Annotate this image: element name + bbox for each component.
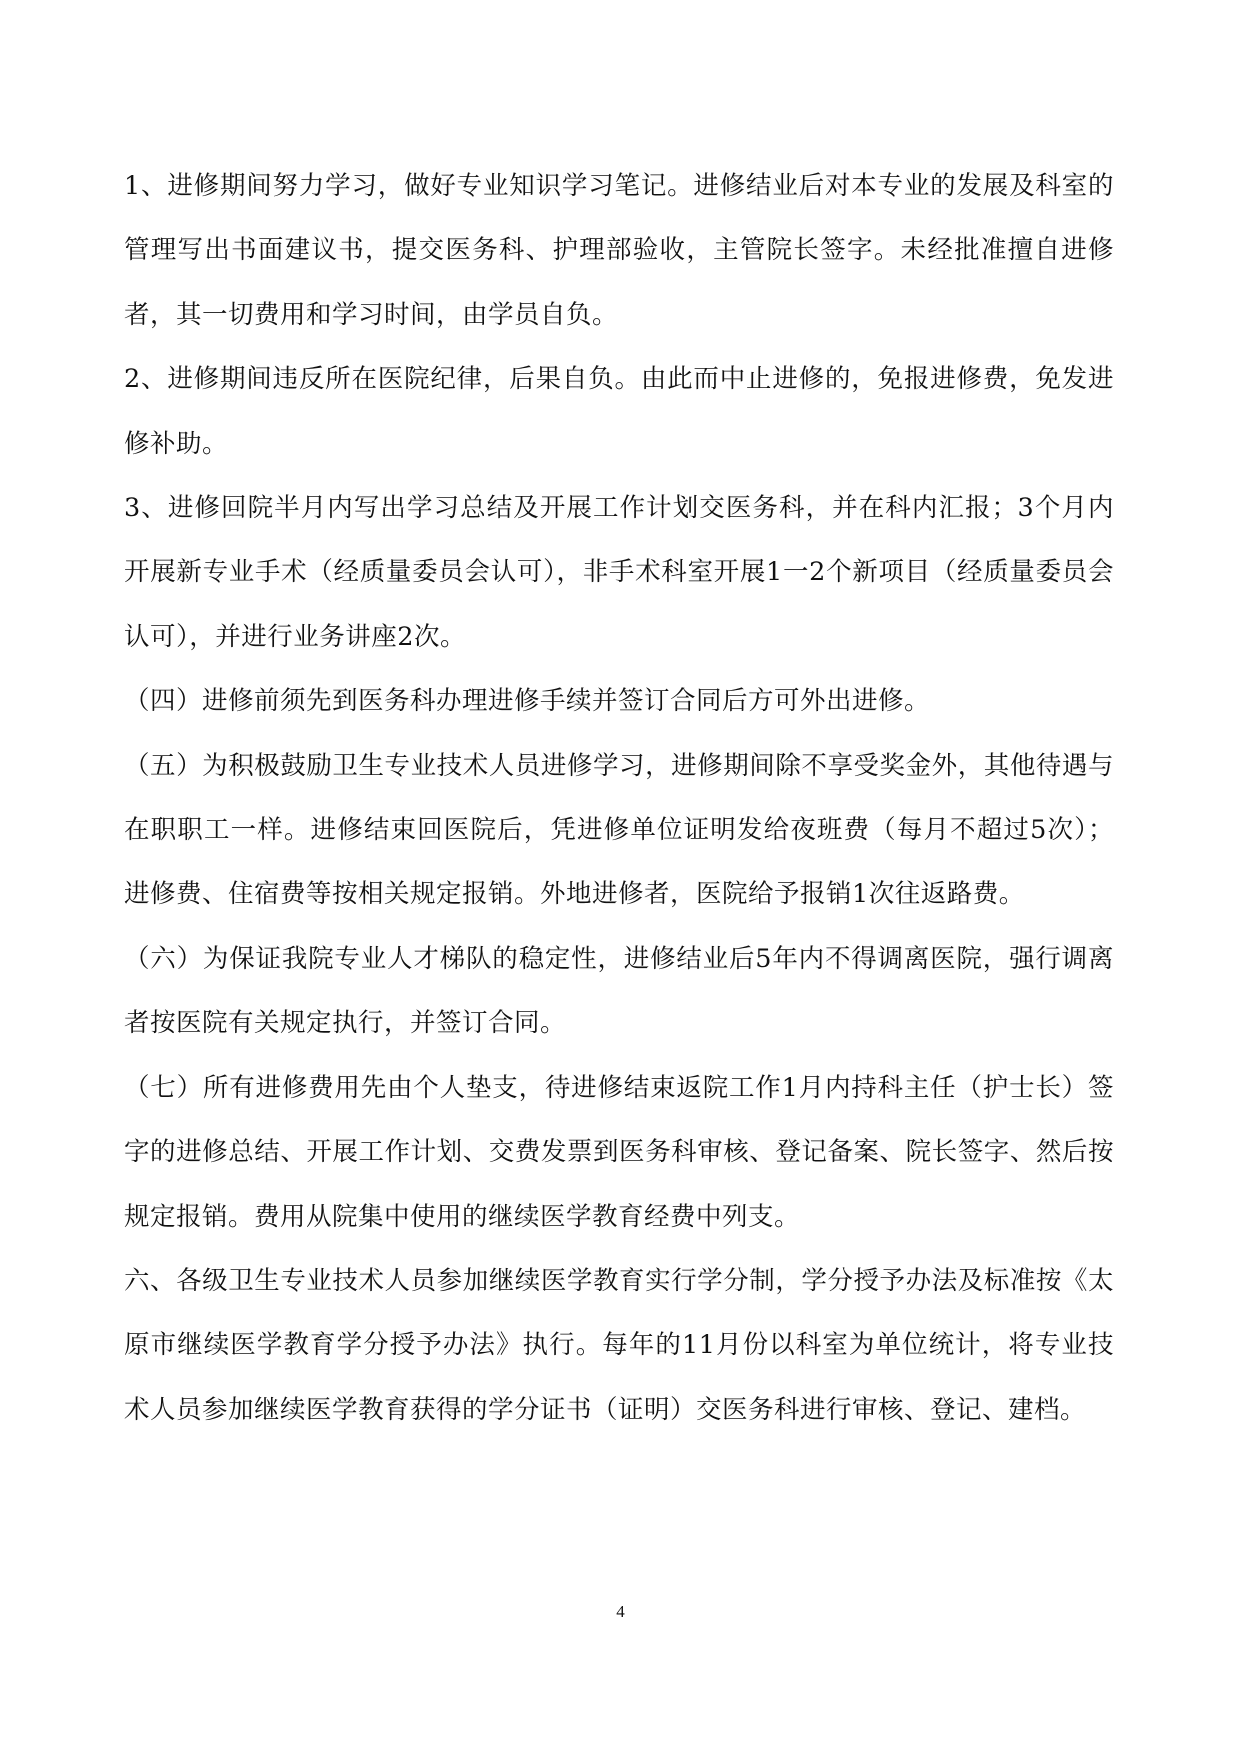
paragraph-article-6: 六、各级卫生专业技术人员参加继续医学教育实行学分制，学分授予办法及标准按《太原市继续医学教育学分授予办法》执行。每年的11月份以科室为单位统计，将专业技术人员参加继续医学教育获得的学分证书（证明）交医务科进行审核、登记、建档。 xyxy=(124,1265,1114,1425)
page-number: 4 xyxy=(616,1602,625,1621)
paragraph-item-3: 3、进修回院半月内写出学习总结及开展工作计划交医务科，并在科内汇报；3个月内开展新专业手术（经质量委员会认可），非手术科室开展1一2个新项目（经质量委员会认可），并进行业务讲座2次。 xyxy=(124,493,1114,652)
paragraph-item-1: 1、进修期间努力学习，做好专业知识学习笔记。进修结业后对本专业的发展及科室的管理写出书面建议书，提交医务科、护理部验收，主管院长签字。未经批准擅自进修者，其一切费用和学习时间，由学员自负。 xyxy=(124,171,1114,330)
paragraph-section-4: （四）进修前须先到医务科办理进修手续并签订合同后方可外出进修。 xyxy=(124,686,931,717)
document-body xyxy=(124,154,1114,1442)
paragraph-section-6: （六）为保证我院专业人才梯队的稳定性，进修结业后5年内不得调离医院，强行调离者按医院有关规定执行，并签订合同。 xyxy=(124,943,1114,1039)
paragraph-section-7: （七）所有进修费用先由个人垫支，待进修结束返院工作1月内持科主任（护士长）签字的进修总结、开展工作计划、交费发票到医务科审核、登记备案、院长签字、然后按规定报销。费用从院集中使用的继续医学教育经费中列支。 xyxy=(124,1072,1114,1232)
paragraph-section-5: （五）为积极鼓励卫生专业技术人员进修学习，进修期间除不享受奖金外，其他待遇与在职职工一样。进修结束回医院后，凭进修单位证明发给夜班费（每月不超过5次）；进修费、住宿费等按相关规定报销。外地进修者，医院给予报销1次往返路费。 xyxy=(124,750,1114,910)
paragraph-item-2: 2、进修期间违反所在医院纪律，后果自负。由此而中止进修的，免报进修费，免发进修补助。 xyxy=(124,364,1114,459)
